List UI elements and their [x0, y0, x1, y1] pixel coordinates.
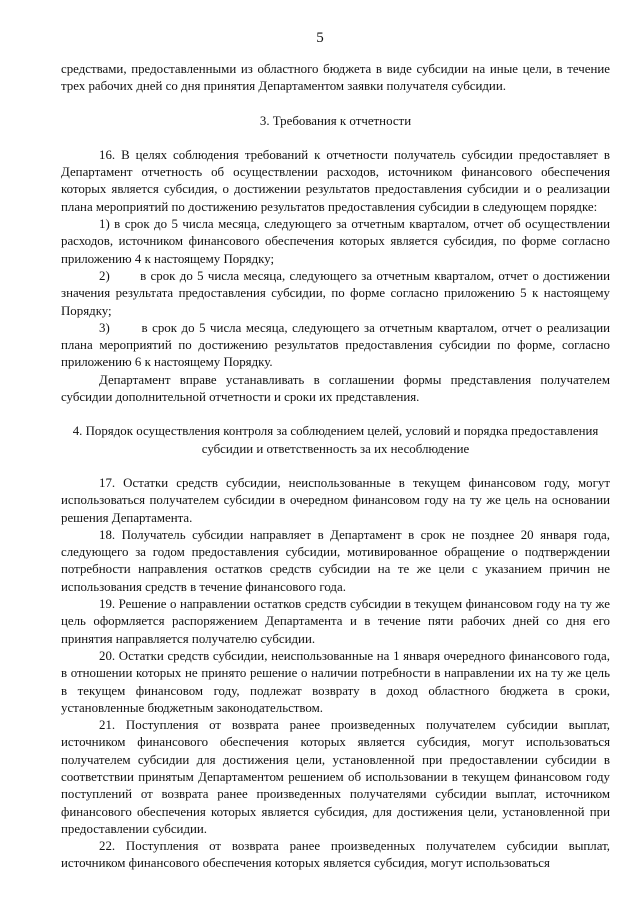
paragraph-22: 22. Поступления от возврата ранее произведенных получателем субсидии выплат, источником финансового обеспечения которых является субсидия, могут использоваться [61, 839, 610, 871]
paragraph-19: 19. Решение о направлении остатков средств субсидии в текущем финансовом году на ту же цель оформляется распоряжением Департамента и в течение пяти рабочих дней со дня его принятия направляется получателю субсидии. [61, 597, 610, 646]
paragraph-17: 17. Остатки средств субсидии, неиспользованные в текущем финансовом году, могут использоваться получателем субсидии в очередном финансовом году на ту же цель на основании решения Департамента. [61, 475, 610, 525]
section-4-heading: 4. Порядок осуществления контроля за соблюдением целей, условий и порядка предоставления субсидии и ответственность за их несоблюдение [72, 424, 599, 456]
paragraph-16: 16. В целях соблюдения требований к отчетности получатель субсидии предоставляет в Департамент отчетность об осуществлении расходов, источником финансового обеспечения которых является субсидия, о достижении результатов предоставления субсидии и о реализации плана мероприятий по достижению результатов предоставления субсидии в следующем порядке: [61, 147, 610, 214]
document-body [61, 61, 614, 873]
paragraph-20: 20. Остатки средств субсидии, неиспользованные на 1 января очередного финансового года, в отношении которых не принято решение о наличии потребности в направлении их на ту же цель в текущем финансовом году, подлежат возврату в доход областного бюджета в сроки, установленные бюджетным законодательством. [61, 648, 610, 715]
page-number: 5 [316, 30, 324, 46]
paragraph-18: 18. Получатель субсидии направляет в Департамент в срок не позднее 20 января года, следующего за годом предоставления субсидии, мотивированное обращение о подтверждении потребности направления остатков средств субсидии на те же цели с указанием причин не использования средств в течение финансового года. [61, 527, 610, 594]
paragraph-21: 21. Поступления от возврата ранее произведенных получателем субсидии выплат, источником финансового обеспечения которых является субсидия, могут использоваться получателем субсидии для достижения цели, установленной при предоставлении субсидии в соответствии принятым Департаментом решением об использовании в текущем финансовом году поступлений от возврата ранее произведенных получателями субсидии выплат, источником финансового обеспечения которых является субсидия, для достижения цели, установленной при предоставлении субсидии. [61, 718, 610, 836]
list-item-1: 1) в срок до 5 числа месяца, следующего за отчетным кварталом, отчет об осуществлении расходов, источником финансового обеспечения которых является субсидия, по форме согласно приложению 4 к настоящему Порядку; [61, 217, 610, 266]
list-item-3: 3) в срок до 5 числа месяца, следующего за отчетным кварталом, отчет о реализации плана мероприятий по достижению результатов предоставления субсидии по форме, согласно приложению 6 к настоящему Порядку. [61, 320, 614, 370]
section-3-heading: 3. Требования к отчетности [259, 113, 412, 128]
list-item-2: 2) в срок до 5 числа месяца, следующего за отчетным кварталом, отчет о достижении значения результата предоставления субсидии, по форме согласно приложению 5 к настоящему Порядку; [61, 268, 614, 318]
intro-paragraph: средствами, предоставленными из областного бюджета в виде субсидии на иные цели, в течение трех рабочих дней со дня принятия Департаментом заявки получателя субсидии. [61, 62, 610, 94]
section-3-closing-paragraph: Департамент вправе устанавливать в соглашении формы представления получателем субсидии дополнительной отчетности и сроки их представления. [61, 372, 610, 405]
